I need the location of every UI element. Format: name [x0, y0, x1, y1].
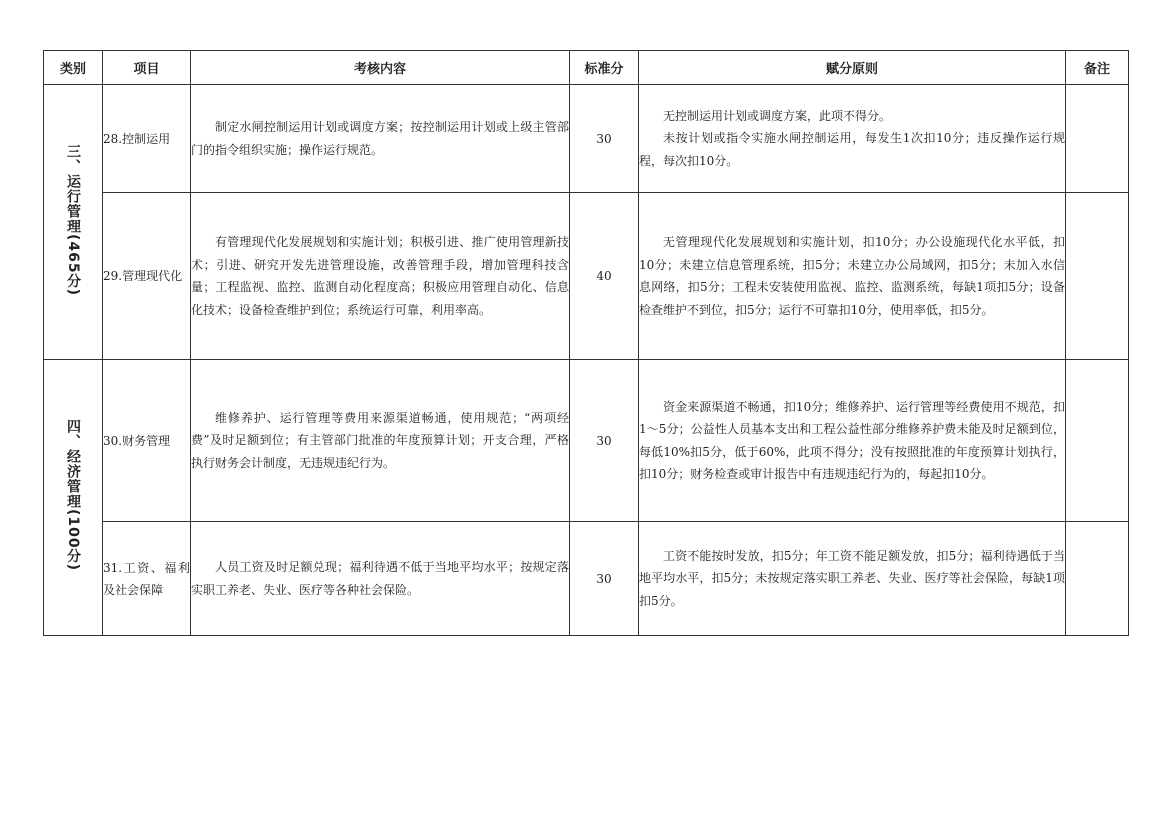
category-cell — [44, 85, 103, 360]
category-label: 四、经济管理(100分) — [65, 419, 81, 572]
remark-cell — [1066, 522, 1129, 636]
header-score: 标准分 — [570, 51, 639, 85]
table-row — [44, 522, 1129, 636]
principle-paragraph: 无控制运用计划或调度方案，此项不得分。 — [663, 108, 892, 123]
header-principle: 赋分原则 — [639, 51, 1066, 85]
assessment-content: 人员工资及时足额兑现；福利待遇不低于当地平均水平；按规定落实职工养老、失业、医疗等各种社会保险。 — [191, 522, 570, 636]
assessment-content: 有管理现代化发展规划和实施计划；积极引进、推广使用管理新技术；引进、研究开发先进管理设施，改善管理手段，增加管理科技含量；工程监视、监控、监测自动化程度高；积极应用管理自动化、信息化技术；设备检查维护到位；系统运行可靠，利用率高。 — [191, 193, 570, 360]
item-name: 31.工资、福利及社会保障 — [103, 522, 191, 636]
item-name: 29.管理现代化 — [103, 193, 191, 360]
table-row — [44, 193, 1129, 360]
assessment-content: 制定水闸控制运用计划或调度方案；按控制运用计划或上级主管部门的指令组织实施；操作运行规范。 — [191, 85, 570, 193]
principle-paragraph: 未按计划或指令实施水闸控制运用，每发生1次扣10分；违反操作运行规程，每次扣10分。 — [639, 131, 1065, 168]
standard-score: 30 — [570, 522, 639, 636]
header-remark: 备注 — [1066, 51, 1129, 85]
table-row — [44, 85, 1129, 193]
item-name: 28.控制运用 — [103, 85, 191, 193]
remark-cell — [1066, 360, 1129, 522]
item-name: 30.财务管理 — [103, 360, 191, 522]
principle-paragraph: 工资不能按时发放，扣5分；年工资不能足额发放，扣5分；福利待遇低于当地平均水平，扣5分；未按规定落实职工养老、失业、医疗等社会保险，每缺1项扣5分。 — [639, 548, 1065, 608]
remark-cell — [1066, 193, 1129, 360]
header-content: 考核内容 — [191, 51, 570, 85]
scoring-principle — [639, 522, 1066, 636]
scoring-principle — [639, 85, 1066, 193]
standard-score: 30 — [570, 85, 639, 193]
header-row — [44, 51, 1129, 85]
table-row — [44, 360, 1129, 522]
remark-cell — [1066, 85, 1129, 193]
header-item: 项目 — [103, 51, 191, 85]
assessment-content: 维修养护、运行管理等费用来源渠道畅通，使用规范；“两项经费”及时足额到位；有主管部门批准的年度预算计划；开支合理，严格执行财务会计制度，无违规违纪行为。 — [191, 360, 570, 522]
principle-paragraph: 资金来源渠道不畅通，扣10分；维修养护、运行管理等经费使用不规范，扣1～5分；公益性人员基本支出和工程公益性部分维修养护费未能及时足额到位，每低10%扣5分，低于60%，此项不得分；没有按照批准的年度预算计划执行，扣10分；财务检查或审计报告中有违规违纪行为的，每起扣10分。 — [639, 399, 1065, 481]
category-label: 三、运行管理(465分) — [65, 143, 81, 297]
standard-score: 30 — [570, 360, 639, 522]
evaluation-table — [43, 50, 1129, 636]
category-cell — [44, 360, 103, 636]
standard-score: 40 — [570, 193, 639, 360]
principle-paragraph: 无管理现代化发展规划和实施计划，扣10分；办公设施现代化水平低，扣10分；未建立信息管理系统，扣5分；未建立办公局域网，扣5分；未加入水信息网络，扣5分；工程未安装使用监视、监控、监测系统，每缺1项扣5分；设备检查维护不到位，扣5分；运行不可靠扣10分，使用率低，扣5分。 — [639, 235, 1065, 317]
header-category: 类别 — [44, 51, 103, 85]
scoring-principle — [639, 360, 1066, 522]
scoring-principle — [639, 193, 1066, 360]
